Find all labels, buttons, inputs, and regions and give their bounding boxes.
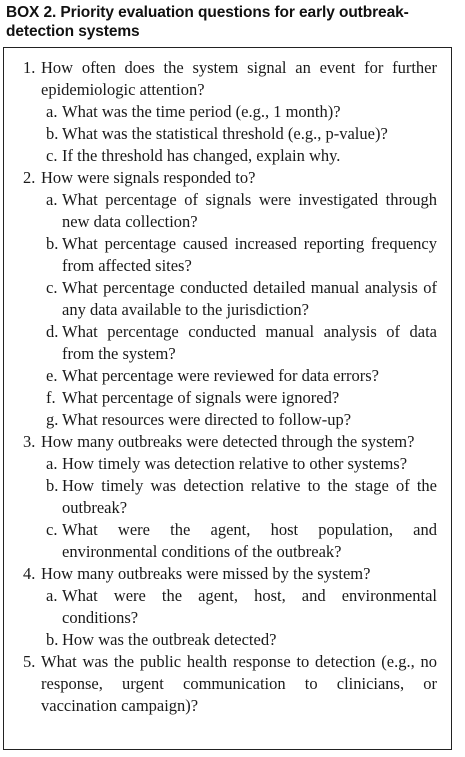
sub-question-text: If the threshold has changed, explain why. xyxy=(62,146,341,165)
sub-question-text: What were the agent, host population, and environmental conditions of the outbreak? xyxy=(62,520,437,561)
sub-question-item xyxy=(41,145,437,167)
sub-question-text: What percentage were reviewed for data errors? xyxy=(62,366,379,385)
question-text: How many outbreaks were detected through the system? xyxy=(41,432,415,451)
sub-question-item xyxy=(41,387,437,409)
sub-question-letter: a. xyxy=(46,586,58,605)
sub-question-letter: b. xyxy=(46,630,59,649)
sub-question-text: What was the time period (e.g., 1 month)? xyxy=(62,102,341,121)
sub-question-letter: b. xyxy=(46,234,59,253)
sub-question-letter: e. xyxy=(46,366,58,385)
sub-question-list xyxy=(41,585,437,651)
sub-question-item xyxy=(41,585,437,629)
sub-question-text: What percentage conducted detailed manual analysis of any data available to the jurisdiction? xyxy=(62,278,437,319)
sub-question-item xyxy=(41,409,437,431)
sub-question-text: What percentage caused increased reporting frequency from affected sites? xyxy=(62,234,437,275)
questions-box xyxy=(3,47,452,750)
sub-question-letter: c. xyxy=(46,146,58,165)
sub-question-text: How was the outbreak detected? xyxy=(62,630,277,649)
sub-question-list xyxy=(41,453,437,563)
sub-question-item xyxy=(41,365,437,387)
question-number: 1. xyxy=(23,58,36,77)
sub-question-item xyxy=(41,321,437,365)
question-item xyxy=(4,563,453,651)
sub-question-text: What resources were directed to follow-up? xyxy=(62,410,352,429)
question-item xyxy=(4,167,453,431)
sub-question-text: How timely was detection relative to the stage of the outbreak? xyxy=(62,476,437,517)
sub-question-item xyxy=(41,629,437,651)
sub-question-text: What was the statistical threshold (e.g., p-value)? xyxy=(62,124,388,143)
sub-question-letter: c. xyxy=(46,278,58,297)
sub-question-letter: f. xyxy=(46,388,56,407)
question-item xyxy=(4,431,453,563)
box-title: BOX 2. Priority evaluation questions for early outbreak-detection systems xyxy=(6,4,409,40)
sub-question-item xyxy=(41,101,437,123)
question-text: How often does the system signal an event for further epidemiologic attention? xyxy=(41,58,437,99)
sub-question-item xyxy=(41,277,437,321)
question-text: How were signals responded to? xyxy=(41,168,256,187)
question-number: 3. xyxy=(23,432,36,451)
sub-question-letter: g. xyxy=(46,410,59,429)
question-number: 4. xyxy=(23,564,36,583)
sub-question-letter: a. xyxy=(46,454,58,473)
sub-question-item xyxy=(41,519,437,563)
question-text: What was the public health response to detection (e.g., no response, urgent communication to clinicians, or vaccination campaign)? xyxy=(41,652,437,715)
sub-question-letter: b. xyxy=(46,476,59,495)
sub-question-item xyxy=(41,189,437,233)
question-number: 2. xyxy=(23,168,36,187)
sub-question-text: How timely was detection relative to other systems? xyxy=(62,454,408,473)
sub-question-letter: a. xyxy=(46,190,58,209)
question-text: How many outbreaks were missed by the system? xyxy=(41,564,371,583)
question-item xyxy=(4,57,453,167)
sub-question-text: What percentage of signals were investigated through new data collection? xyxy=(62,190,437,231)
sub-question-letter: d. xyxy=(46,322,59,341)
sub-question-item xyxy=(41,475,437,519)
sub-question-item xyxy=(41,233,437,277)
question-item xyxy=(4,651,453,717)
sub-question-letter: b. xyxy=(46,124,59,143)
sub-question-text: What percentage conducted manual analysis of data from the system? xyxy=(62,322,437,363)
sub-question-letter: c. xyxy=(46,520,58,539)
sub-question-item xyxy=(41,123,437,145)
sub-question-letter: a. xyxy=(46,102,58,121)
question-number: 5. xyxy=(23,652,36,671)
question-list xyxy=(4,57,453,717)
sub-question-text: What percentage of signals were ignored? xyxy=(62,388,340,407)
sub-question-list xyxy=(41,101,437,167)
sub-question-item xyxy=(41,453,437,475)
sub-question-text: What were the agent, host, and environmental conditions? xyxy=(62,586,437,627)
sub-question-list xyxy=(41,189,437,431)
